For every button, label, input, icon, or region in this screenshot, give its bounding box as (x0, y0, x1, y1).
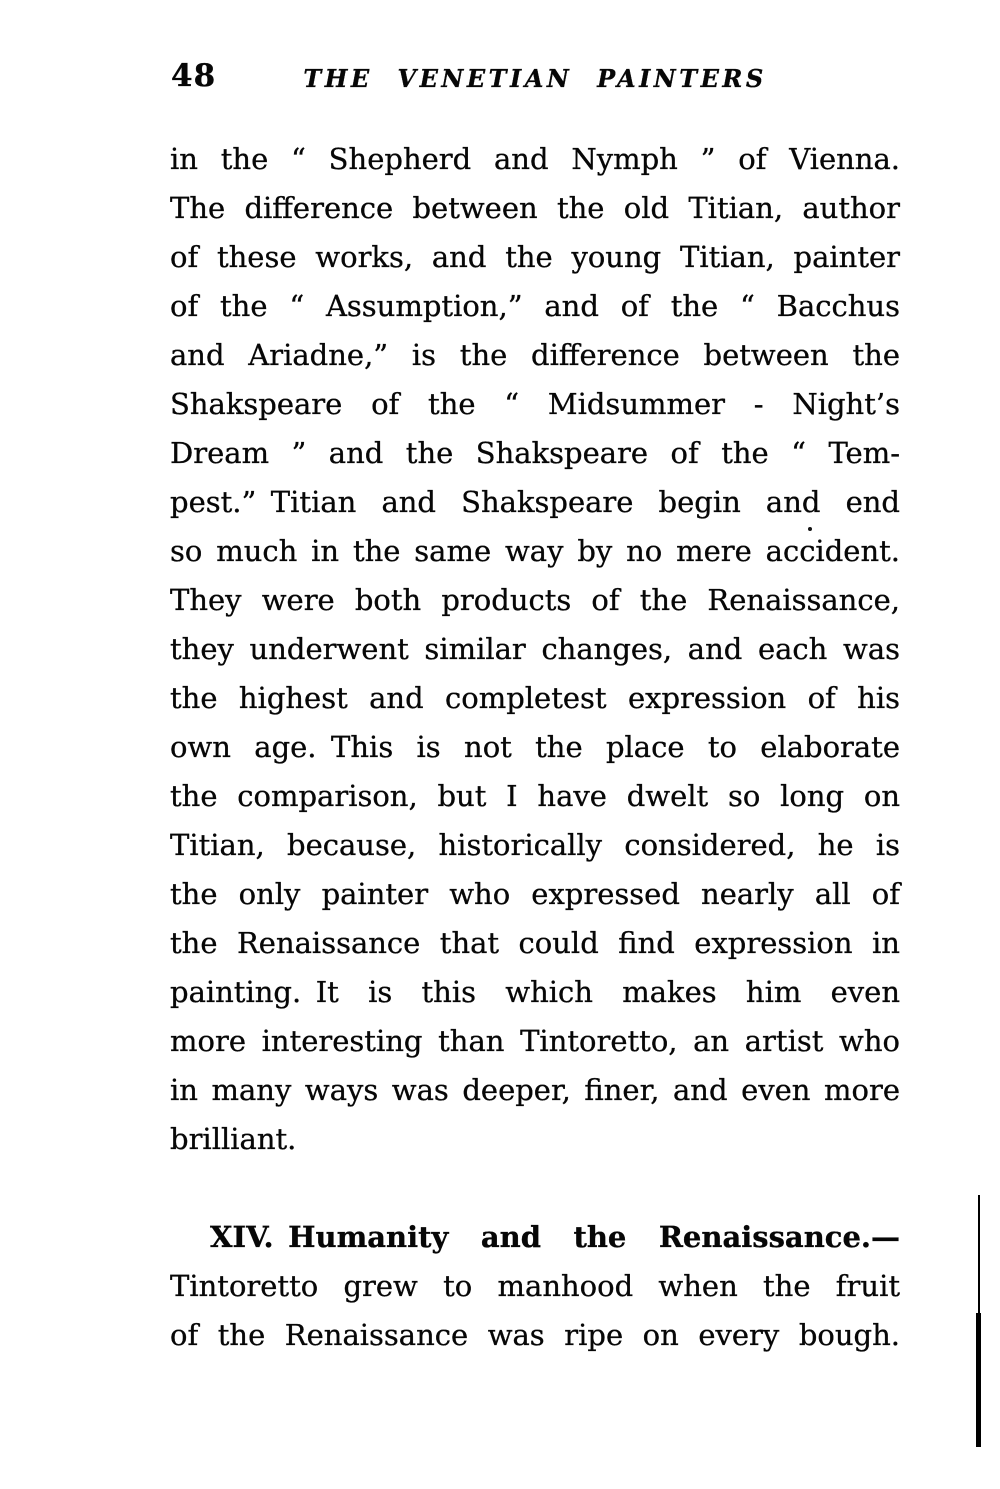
text-line: the only painter who expressed nearly all of (170, 877, 900, 911)
text-line: in the “ Shepherd and Nymph ” of Vienna. (170, 142, 900, 176)
text-line: Tintoretto grew to manhood when the fruit (170, 1269, 900, 1303)
scan-artifact-line (978, 1195, 980, 1317)
text-line: Dream ” and the Shakspeare of the “ Tem- (170, 436, 900, 470)
text-line: Titian, because, historically considered, he is (170, 828, 900, 862)
section-heading: XIV. Humanity and the Renaissance.— (210, 1220, 900, 1254)
text-line: so much in the same way by no mere accident. (170, 534, 900, 568)
scan-artifact-line (976, 1313, 981, 1447)
text-line: of the “ Assumption,” and of the “ Bacchus (170, 289, 900, 323)
section-xiv (170, 1213, 900, 1360)
text-line: the Renaissance that could find expression in (170, 926, 900, 960)
text-line: more interesting than Tintoretto, an artist who (170, 1024, 900, 1058)
text-line: The difference between the old Titian, author (170, 191, 900, 225)
text-line: own age. This is not the place to elaborate (170, 730, 900, 764)
text-line: brilliant. (170, 1122, 297, 1156)
page-number: 48 (171, 58, 217, 94)
text-line: in many ways was deeper, finer, and even more (170, 1073, 900, 1107)
text-line: and Ariadne,” is the difference between the (170, 338, 900, 372)
text-line: painting. It is this which makes him even (170, 975, 900, 1009)
text-line: they underwent similar changes, and each was (170, 632, 900, 666)
text-line: of the Renaissance was ripe on every bough. (170, 1318, 900, 1352)
text-line: the comparison, but I have dwelt so long on (170, 779, 900, 813)
text-line: pest.” Titian and Shakspeare begin and end (170, 485, 900, 519)
scan-speck (808, 527, 812, 531)
text-line: of these works, and the young Titian, painter (170, 240, 900, 274)
text-line: Shakspeare of the “ Midsummer - Night’s (170, 387, 900, 421)
text-line: They were both products of the Renaissance, (170, 583, 900, 617)
running-title: THE VENETIAN PAINTERS (303, 64, 767, 93)
text-line: the highest and completest expression of his (170, 681, 900, 715)
paragraph-continuation (170, 135, 900, 1164)
